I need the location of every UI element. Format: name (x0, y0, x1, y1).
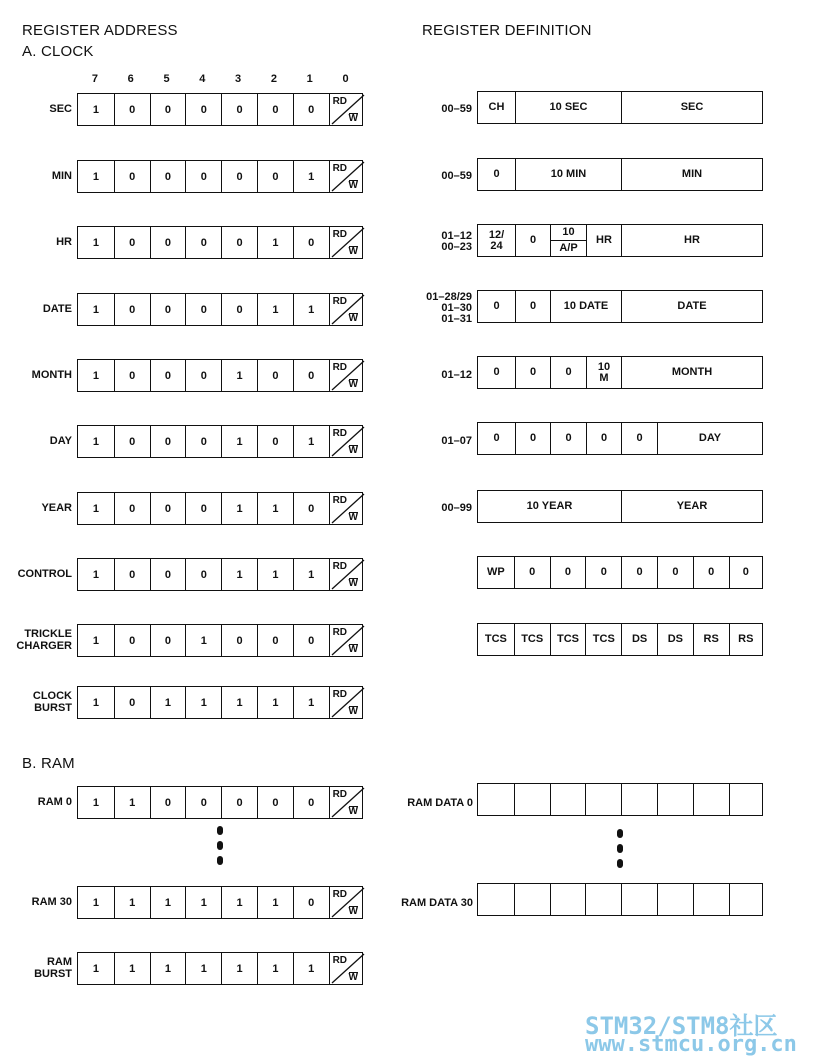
ram-30-bit-2: 1 (257, 887, 293, 918)
control-def-bit-0: 0 (729, 557, 762, 588)
sec-range: 00–59 (441, 103, 472, 115)
day-range: 01–07 (441, 435, 472, 447)
min-w-label: W (348, 180, 358, 191)
ram-0-label: RAM 0 (37, 796, 72, 808)
year-bit-1: 0 (293, 493, 329, 524)
sec-bit-3: 0 (221, 94, 257, 125)
clock-burst-bit-5: 1 (150, 687, 186, 718)
ram-data-0-label: RAM DATA 0 (407, 797, 473, 809)
ram-data-30-bit-1 (693, 884, 729, 915)
day-bit-4: 0 (185, 426, 221, 457)
bit-number-5: 5 (163, 73, 170, 85)
control-bit-5: 0 (150, 559, 186, 590)
ram-0-bit-1: 0 (293, 787, 329, 818)
min-bit-1: 1 (293, 161, 329, 192)
control-w-label: W (348, 578, 358, 589)
date-bit-5: 0 (150, 294, 186, 325)
control-rd-label: RD (332, 561, 348, 572)
year-bit-2: 1 (257, 493, 293, 524)
day-rd-label: RD (332, 428, 348, 439)
ram-30-rdw-bit (329, 887, 362, 918)
trickle-charger-bit-4: 1 (185, 625, 221, 656)
trickle-charger-address-byte (77, 624, 363, 657)
ram-30-bit-4: 1 (185, 887, 221, 918)
ram-burst-bit-3: 1 (221, 953, 257, 984)
hr-range: 01–12 00–23 (441, 230, 472, 253)
year-tens-field: 10 YEAR (526, 500, 573, 512)
control-def-bit-2: 0 (657, 557, 693, 588)
month-bit5-field: 0 (550, 357, 586, 388)
day-bit5-field: 0 (550, 423, 586, 454)
year-label: YEAR (41, 502, 72, 514)
clock-burst-rdw-bit (329, 687, 362, 718)
ram-section-title: B. RAM (22, 755, 75, 772)
hr-bit-3: 0 (221, 227, 257, 258)
min-bit-3: 0 (221, 161, 257, 192)
date-bit-6: 0 (114, 294, 150, 325)
min-bit-6: 0 (114, 161, 150, 192)
date-address-byte (77, 293, 363, 326)
month-units-field: MONTH (621, 357, 762, 388)
ram-0-bit-3: 0 (221, 787, 257, 818)
ram-data-0-bit-0 (729, 784, 762, 815)
min-bit-4: 0 (185, 161, 221, 192)
year-bit-4: 0 (185, 493, 221, 524)
control-def-bit-1: 0 (693, 557, 729, 588)
control-definition (477, 556, 763, 589)
year-bit-5: 0 (150, 493, 186, 524)
control-label: CONTROL (17, 568, 72, 580)
bit-number-6: 6 (127, 73, 134, 85)
day-bit7-field: 0 (493, 432, 500, 444)
watermark-line2: www.stmcu.org.cn (585, 1032, 797, 1057)
clock-section-title: A. CLOCK (22, 43, 94, 60)
date-rdw-bit (329, 294, 362, 325)
trickle-charger-rdw-bit (329, 625, 362, 656)
hr-bit6-field: 0 (515, 225, 550, 256)
day-bit-7: 1 (92, 435, 99, 448)
ram-data-30-bit-5 (550, 884, 586, 915)
hr-bit-2: 1 (257, 227, 293, 258)
min-units-field: MIN (621, 159, 762, 190)
ram-data-0-bit-3 (621, 784, 657, 815)
date-w-label: W (348, 313, 358, 324)
clock-burst-bit-4: 1 (185, 687, 221, 718)
day-address-byte (77, 425, 363, 458)
month-range: 01–12 (441, 369, 472, 381)
ram-30-bit-1: 0 (293, 887, 329, 918)
control-bit-2: 1 (257, 559, 293, 590)
hr-bit-6: 0 (114, 227, 150, 258)
clock-burst-label: CLOCK BURST (32, 690, 72, 714)
hr-bit-5: 0 (150, 227, 186, 258)
date-bit-1: 1 (293, 294, 329, 325)
day-bit-2: 0 (257, 426, 293, 457)
ram-0-bit-6: 1 (114, 787, 150, 818)
day-bit-6: 0 (114, 426, 150, 457)
clock-burst-address-byte (77, 686, 363, 719)
control-rdw-bit (329, 559, 362, 590)
min-rd-label: RD (332, 163, 348, 174)
year-rdw-bit (329, 493, 362, 524)
trickle-def-bit-7: TCS (484, 633, 507, 645)
day-label: DAY (49, 435, 72, 447)
hr-address-byte (77, 226, 363, 259)
date-bit-4: 0 (185, 294, 221, 325)
min-bit7-field: 0 (493, 168, 500, 180)
trickle-def-bit-0: RS (729, 624, 762, 655)
trickle-charger-bit-3: 0 (221, 625, 257, 656)
ram-0-w-label: W (348, 806, 358, 817)
sec-address-byte (77, 93, 363, 126)
ram-data-0-bit-5 (550, 784, 586, 815)
ram-burst-bit-4: 1 (185, 953, 221, 984)
day-w-label: W (348, 445, 358, 456)
trickle-charger-label: TRICKLE CHARGER (16, 628, 72, 652)
trickle-charger-w-label: W (348, 644, 358, 655)
date-rd-label: RD (332, 296, 348, 307)
sec-bit-2: 0 (257, 94, 293, 125)
ram-burst-bit-1: 1 (293, 953, 329, 984)
ram-burst-rdw-bit (329, 953, 362, 984)
year-bit-3: 1 (221, 493, 257, 524)
month-bit-2: 0 (257, 360, 293, 391)
month-bit-3: 1 (221, 360, 257, 391)
trickle-def-bit-5: TCS (550, 624, 586, 655)
ram-30-w-label: W (348, 906, 358, 917)
month-bit-7: 1 (92, 369, 99, 382)
ram-burst-rd-label: RD (332, 955, 348, 966)
hr-label: HR (56, 236, 72, 248)
date-bit-7: 1 (92, 303, 99, 316)
ram-30-address-byte (77, 886, 363, 919)
ram-30-bit-6: 1 (114, 887, 150, 918)
trickle-def-bit-2: DS (657, 624, 693, 655)
year-address-byte (77, 492, 363, 525)
ram-data-0-bit-7 (478, 784, 514, 815)
ram-data-30-bit-3 (621, 884, 657, 915)
ram-burst-bit-2: 1 (257, 953, 293, 984)
ram-data-30-bit-6 (514, 884, 550, 915)
year-bit-6: 0 (114, 493, 150, 524)
year-w-label: W (348, 512, 358, 523)
min-label: MIN (51, 170, 72, 182)
bit-number-3: 3 (235, 73, 242, 85)
ram-0-rd-label: RD (332, 789, 348, 800)
year-rd-label: RD (332, 495, 348, 506)
ram-burst-w-label: W (348, 972, 358, 983)
day-definition (477, 422, 763, 455)
hr-tens-field: HR (586, 225, 621, 256)
control-bit-1: 1 (293, 559, 329, 590)
ram-data-30-label: RAM DATA 30 (401, 897, 473, 909)
control-address-byte (77, 558, 363, 591)
min-tens-field: 10 MIN (515, 159, 621, 190)
sec-definition (477, 91, 763, 124)
sec-ch-field: CH (488, 101, 505, 113)
hr-bit-7: 1 (92, 236, 99, 249)
control-bit-6: 0 (114, 559, 150, 590)
ram-data-0-bit-4 (585, 784, 621, 815)
date-bit-2: 1 (257, 294, 293, 325)
hr-ap-top: 10 (551, 225, 586, 241)
hr-bit-1: 0 (293, 227, 329, 258)
address-ellipsis (217, 826, 223, 865)
trickle-charger-bit-2: 0 (257, 625, 293, 656)
ram-data-30-bit-4 (585, 884, 621, 915)
day-rdw-bit (329, 426, 362, 457)
data-ellipsis (617, 829, 623, 868)
ram-burst-label: RAM BURST (34, 956, 72, 980)
sec-rdw-bit (329, 94, 362, 125)
bit-number-0: 0 (342, 73, 349, 85)
trickle-charger-bit-6: 0 (114, 625, 150, 656)
ram-0-rdw-bit (329, 787, 362, 818)
ram-burst-address-byte (77, 952, 363, 985)
trickle-def-bit-4: TCS (585, 624, 621, 655)
hr-definition (477, 224, 763, 257)
control-def-bit-7: WP (487, 566, 505, 578)
date-tens-field: 10 DATE (550, 291, 621, 322)
date-units-field: DATE (621, 291, 762, 322)
control-def-bit-5: 0 (550, 557, 586, 588)
year-bit-7: 1 (92, 502, 99, 515)
month-address-byte (77, 359, 363, 392)
hr-ap-field (550, 225, 586, 256)
sec-tens-field: 10 SEC (515, 92, 621, 123)
ram-data-30-bit-2 (657, 884, 693, 915)
month-bit7-field: 0 (493, 366, 500, 378)
day-bit3-field: 0 (621, 423, 657, 454)
day-bit6-field: 0 (515, 423, 550, 454)
control-def-bit-3: 0 (621, 557, 657, 588)
sec-bit-5: 0 (150, 94, 186, 125)
register-definition-header: REGISTER DEFINITION (422, 22, 592, 39)
year-units-field: YEAR (621, 491, 762, 522)
month-bit-4: 0 (185, 360, 221, 391)
sec-bit-7: 1 (92, 103, 99, 116)
trickle-def-bit-1: RS (693, 624, 729, 655)
sec-units-field: SEC (621, 92, 762, 123)
month-bit6-field: 0 (515, 357, 550, 388)
hr-rdw-bit (329, 227, 362, 258)
ram-data-30-definition (477, 883, 763, 916)
ram-30-bit-3: 1 (221, 887, 257, 918)
month-rd-label: RD (332, 362, 348, 373)
ram-30-rd-label: RD (332, 889, 348, 900)
min-range: 00–59 (441, 170, 472, 182)
hr-rd-label: RD (332, 229, 348, 240)
hr-bit-4: 0 (185, 227, 221, 258)
control-def-bit-4: 0 (585, 557, 621, 588)
clock-burst-w-label: W (348, 706, 358, 717)
trickle-def-bit-3: DS (621, 624, 657, 655)
trickle-charger-rd-label: RD (332, 627, 348, 638)
control-bit-3: 1 (221, 559, 257, 590)
trickle-charger-bit-5: 0 (150, 625, 186, 656)
month-label: MONTH (31, 369, 72, 381)
month-bit-1: 0 (293, 360, 329, 391)
clock-burst-bit-1: 1 (293, 687, 329, 718)
date-bit-3: 0 (221, 294, 257, 325)
day-units-field: DAY (657, 423, 762, 454)
month-bit-6: 0 (114, 360, 150, 391)
sec-bit-6: 0 (114, 94, 150, 125)
day-bit-1: 1 (293, 426, 329, 457)
ram-burst-bit-7: 1 (92, 962, 99, 975)
year-definition (477, 490, 763, 523)
month-bit-5: 0 (150, 360, 186, 391)
bit-number-7: 7 (91, 73, 98, 85)
ram-0-bit-5: 0 (150, 787, 186, 818)
ram-data-0-bit-6 (514, 784, 550, 815)
day-bit-5: 0 (150, 426, 186, 457)
ram-data-30-bit-7 (478, 884, 514, 915)
day-bit4-field: 0 (586, 423, 621, 454)
bit-number-2: 2 (270, 73, 277, 85)
hr-ap-bottom: A/P (559, 242, 578, 254)
sec-rd-label: RD (332, 96, 348, 107)
ram-data-0-definition (477, 783, 763, 816)
day-bit-3: 1 (221, 426, 257, 457)
min-rdw-bit (329, 161, 362, 192)
ram-30-bit-7: 1 (92, 896, 99, 909)
month-rdw-bit (329, 360, 362, 391)
sec-bit-1: 0 (293, 94, 329, 125)
ram-0-address-byte (77, 786, 363, 819)
min-address-byte (77, 160, 363, 193)
hr-w-label: W (348, 246, 358, 257)
control-bit-7: 1 (92, 568, 99, 581)
clock-burst-bit-7: 1 (92, 696, 99, 709)
clock-burst-bit-3: 1 (221, 687, 257, 718)
clock-burst-bit-6: 0 (114, 687, 150, 718)
trickle-charger-bit-1: 0 (293, 625, 329, 656)
ram-0-bit-7: 1 (92, 796, 99, 809)
min-bit-5: 0 (150, 161, 186, 192)
ram-30-label: RAM 30 (31, 896, 72, 908)
clock-burst-bit-2: 1 (257, 687, 293, 718)
sec-w-label: W (348, 113, 358, 124)
month-w-label: W (348, 379, 358, 390)
min-definition (477, 158, 763, 191)
ram-0-bit-4: 0 (185, 787, 221, 818)
trickle-def-bit-6: TCS (514, 624, 550, 655)
bit-number-1: 1 (306, 73, 313, 85)
ram-0-bit-2: 0 (257, 787, 293, 818)
register-address-header: REGISTER ADDRESS (22, 22, 178, 39)
ram-data-30-bit-0 (729, 884, 762, 915)
min-bit-2: 0 (257, 161, 293, 192)
ram-burst-bit-6: 1 (114, 953, 150, 984)
date-label: DATE (42, 303, 72, 315)
control-def-bit-6: 0 (514, 557, 550, 588)
month-tens-field: 10 M (586, 357, 621, 388)
date-definition (477, 290, 763, 323)
ram-data-0-bit-2 (657, 784, 693, 815)
ram-data-0-bit-1 (693, 784, 729, 815)
date-bit6-field: 0 (515, 291, 550, 322)
sec-label: SEC (49, 103, 72, 115)
hr-mode-field: 12/ 24 (488, 228, 505, 252)
ram-30-bit-5: 1 (150, 887, 186, 918)
ram-burst-bit-5: 1 (150, 953, 186, 984)
bit-number-4: 4 (199, 73, 206, 85)
date-range: 01–28/29 01–30 01–31 (426, 291, 472, 325)
sec-bit-4: 0 (185, 94, 221, 125)
date-bit7-field: 0 (493, 300, 500, 312)
control-bit-4: 0 (185, 559, 221, 590)
year-range: 00–99 (441, 502, 472, 514)
trickle-charger-definition (477, 623, 763, 656)
min-bit-7: 1 (92, 170, 99, 183)
month-definition (477, 356, 763, 389)
trickle-charger-bit-7: 1 (92, 634, 99, 647)
clock-burst-rd-label: RD (332, 689, 348, 700)
watermark-line1: STM32/STM8社区 (585, 1012, 778, 1040)
hr-units-field: HR (621, 225, 762, 256)
